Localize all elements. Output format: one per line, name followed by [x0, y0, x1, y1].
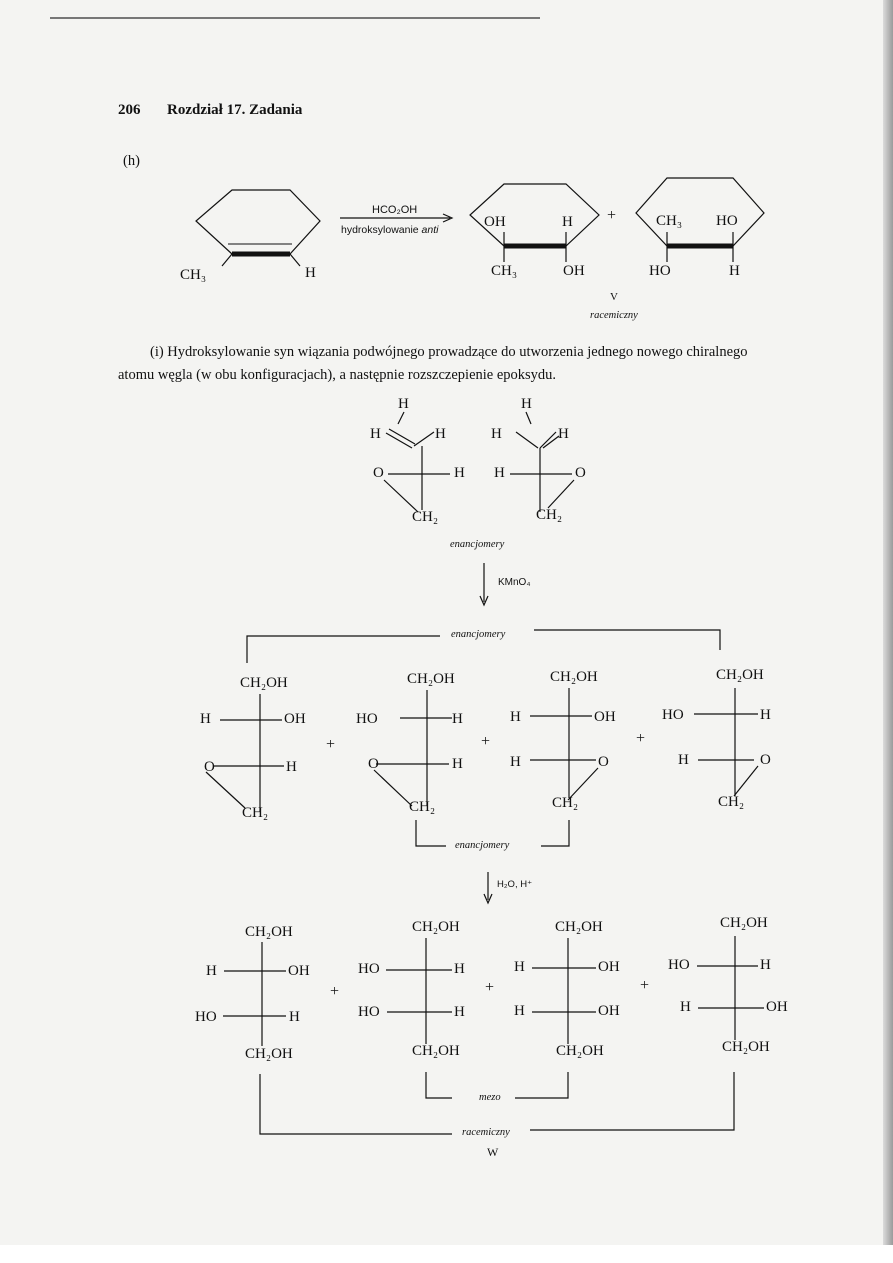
reactant-ch3: CH₃ [180, 267, 207, 283]
h2o-label: H₂O, H⁺ [497, 879, 533, 890]
final-label-w: W [487, 1145, 499, 1159]
p1-h-top: H [562, 214, 573, 230]
racemic-label-i: racemiczny [462, 1127, 510, 1138]
p2-h-bottom: H [729, 263, 740, 279]
p2-ho-bottom: HO [649, 263, 671, 279]
condition-label: hydroksylowanie anti [341, 224, 439, 236]
enantiomers-label-3: enancjomery [455, 840, 510, 851]
p1-oh-top: OH [484, 214, 506, 230]
p2-ch3-top: CH₃ [656, 213, 683, 229]
section-i-line2: atomu węgla (w obu konfiguracjach), a następnie rozszczepienie epoksydu. [118, 367, 557, 383]
plus-sign: + [607, 207, 617, 224]
enantiomers-label-2: enancjomery [451, 629, 506, 640]
p2-ho-top: HO [716, 213, 738, 229]
chapter-title: Rozdział 17. Zadania [167, 102, 303, 118]
product2-ring [636, 178, 764, 246]
racemic-note-h: racemiczny [590, 310, 638, 321]
reagent-label: HCO₂OH [372, 204, 418, 216]
page-number: 206 [118, 102, 141, 118]
meso-label: mezo [479, 1092, 501, 1103]
kmno4-label: KMnO₄ [498, 577, 531, 588]
p1-ch3-bottom: CH₃ [491, 263, 518, 279]
reactant-h: H [305, 265, 316, 281]
section-i-line1: (i) Hydroksylowanie syn wiązania podwójnego prowadzące do utworzenia jednego nowego chiralnego [150, 344, 748, 360]
enantiomers-label-1: enancjomery [450, 539, 505, 550]
p1-oh-bottom: OH [563, 263, 585, 279]
section-h-label: (h) [123, 153, 140, 169]
product-label-v: V [610, 291, 618, 303]
